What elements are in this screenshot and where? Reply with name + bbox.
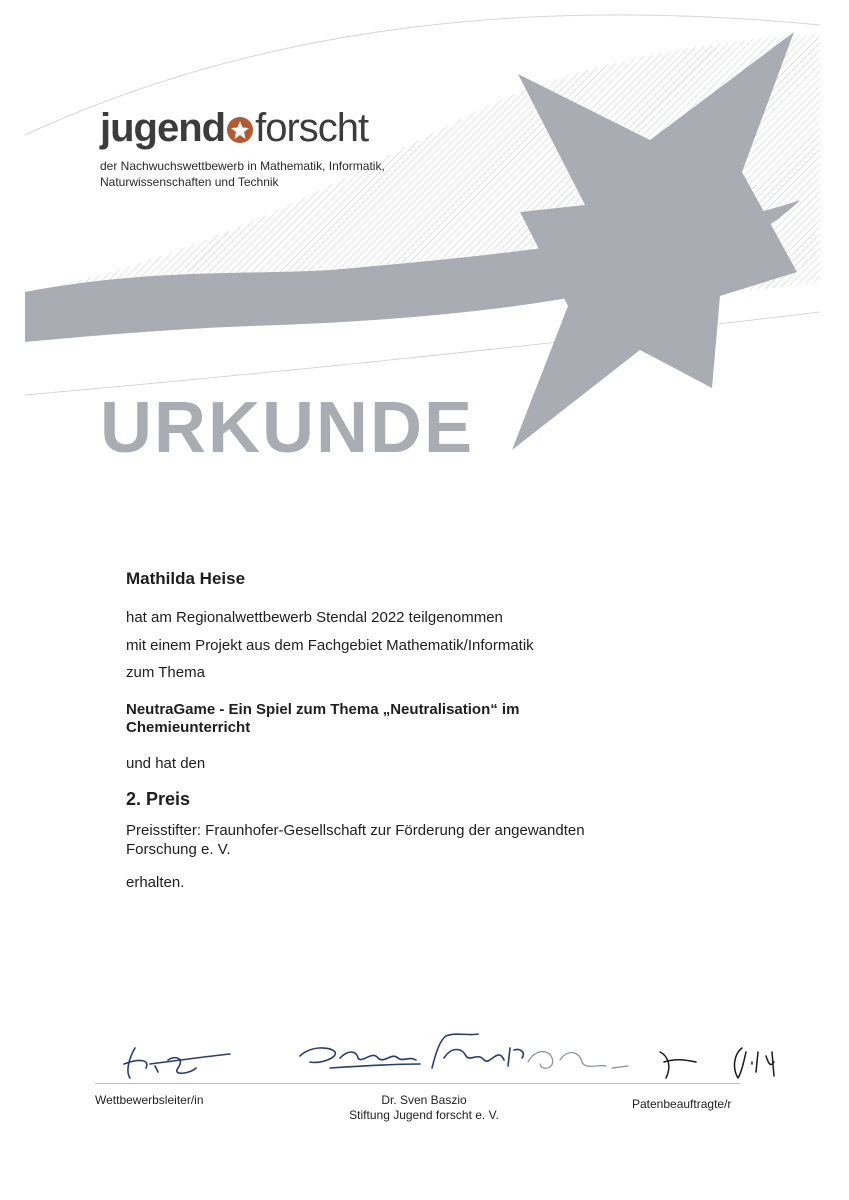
project-field-line: mit einem Projekt aus dem Fachgebiet Mathematik/Informatik xyxy=(126,637,534,654)
logo-word-jugend: jugend xyxy=(100,106,226,150)
prize-sponsor: Preisstifter: Fraunhofer-Gesellschaft zur Förderung der angewandten Forschung e. V. xyxy=(126,822,585,858)
signature-faint xyxy=(528,1052,628,1069)
prize-intro-line: und hat den xyxy=(126,755,206,772)
signature-left xyxy=(124,1048,230,1078)
logo-tagline-line1: der Nachwuchswettbewerb in Mathematik, Informatik, xyxy=(100,159,385,173)
logo-word-forscht: forscht xyxy=(255,106,369,150)
signature-label-right: Patenbeauftragte/r xyxy=(632,1097,732,1111)
signature-center-b xyxy=(432,1034,523,1068)
signature-label-left: Wettbewerbsleiter/in xyxy=(95,1093,204,1107)
signature-center-block xyxy=(344,1093,504,1123)
closing-line: erhalten. xyxy=(126,874,185,891)
signature-line xyxy=(95,1083,740,1084)
signature-center-a xyxy=(300,1048,420,1068)
participation-line: hat am Regionalwettbewerb Stendal 2022 teilgenommen xyxy=(126,609,503,626)
prize-title: 2. Preis xyxy=(126,789,191,809)
signature-right-a xyxy=(660,1052,696,1078)
topic-intro-line: zum Thema xyxy=(126,664,205,681)
recipient-name: Mathilda Heise xyxy=(126,569,246,588)
signature-right-b xyxy=(735,1048,774,1078)
project-topic: NeutraGame - Ein Spiel zum Thema „Neutralisation“ im Chemieunterricht xyxy=(126,701,520,736)
signature-center-name: Dr. Sven Baszio xyxy=(381,1093,467,1107)
signature-center-org: Stiftung Jugend forscht e. V. xyxy=(349,1108,499,1122)
logo-tagline-line2: Naturwissenschaften und Technik xyxy=(100,175,279,189)
certificate-title: URKUNDE xyxy=(100,388,474,468)
